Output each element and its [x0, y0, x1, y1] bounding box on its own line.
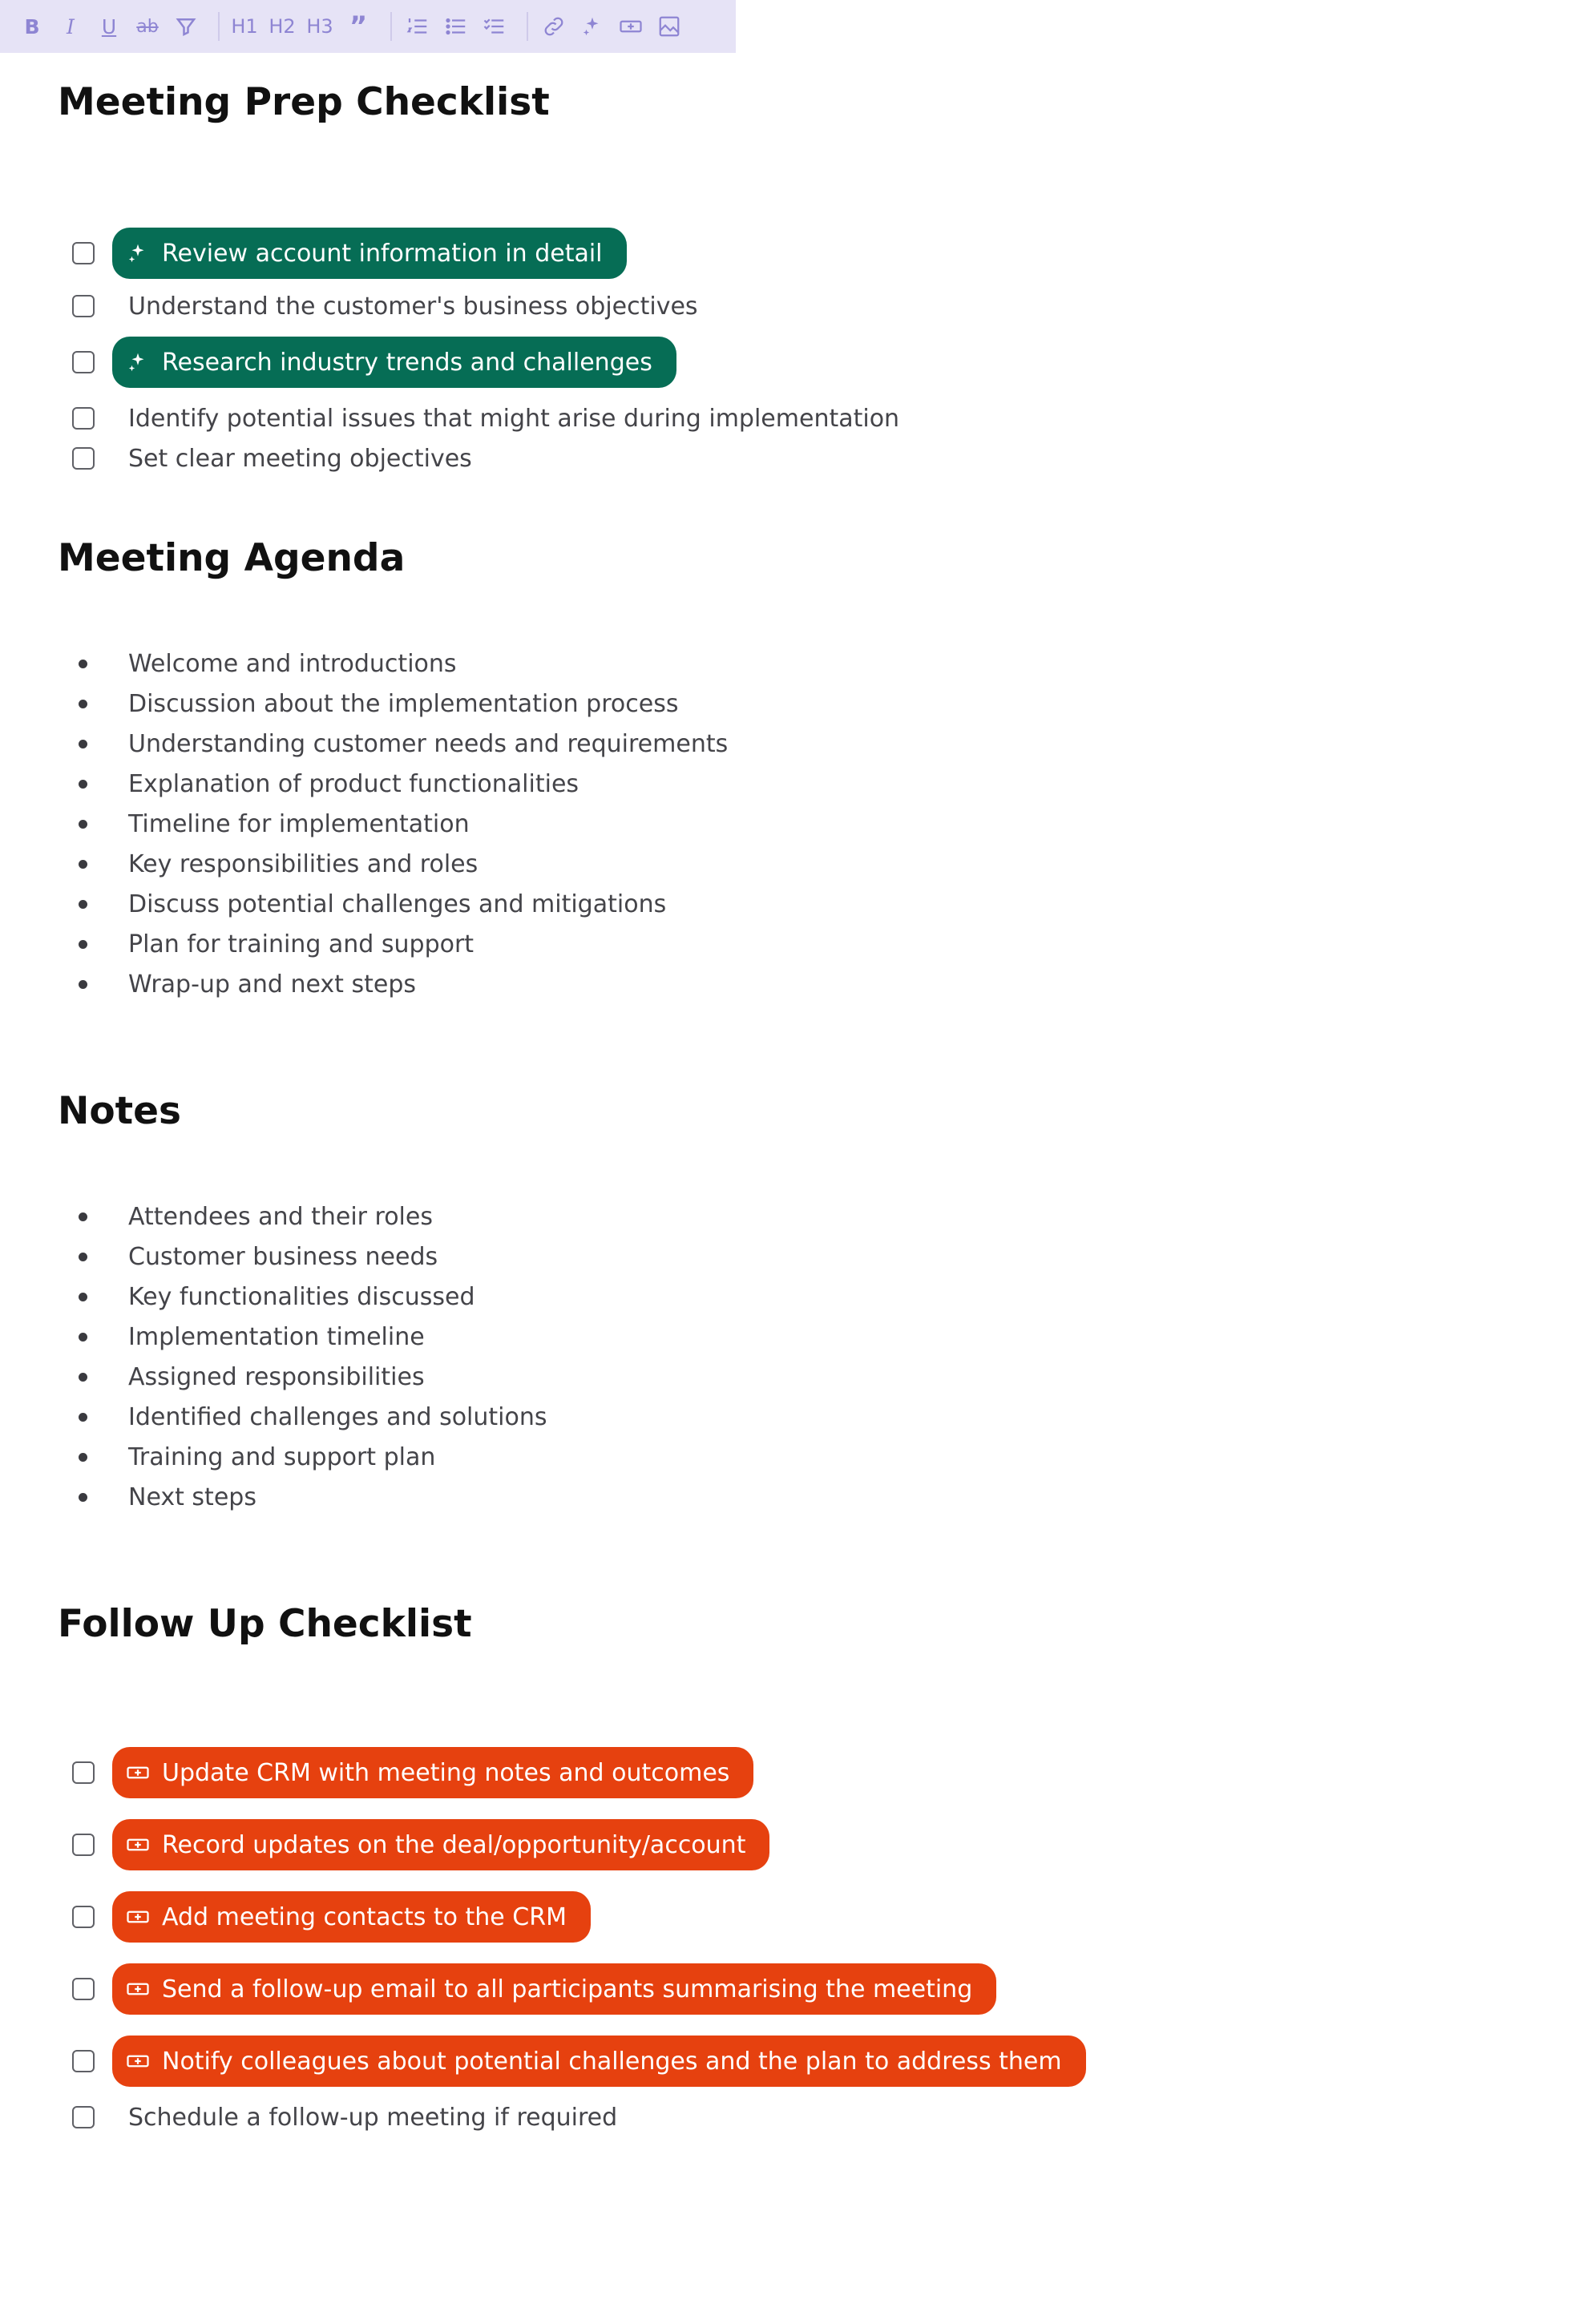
bullet-dot — [79, 900, 87, 909]
link-icon — [542, 14, 566, 38]
bulleted-list-button[interactable] — [442, 10, 470, 42]
checklist-item-text: Set clear meeting objectives — [128, 444, 472, 473]
heading-1-button[interactable]: H1 — [231, 15, 258, 38]
bullet-dot — [79, 1253, 87, 1261]
list-item-text: Key functionalities discussed — [128, 1282, 475, 1311]
heading-2-button[interactable]: H2 — [269, 15, 296, 38]
checklist-item-text: Record updates on the deal/opportunity/account — [162, 1830, 746, 1859]
checkbox[interactable] — [72, 407, 95, 430]
list-item-text: Timeline for implementation — [128, 809, 470, 838]
ai-action-pill[interactable] — [112, 337, 676, 388]
ai-sparkle-icon — [580, 14, 604, 38]
checkbox[interactable] — [72, 242, 95, 264]
checklist-item-text: Research industry trends and challenges — [162, 348, 652, 377]
list-item-text: Customer business needs — [128, 1242, 438, 1271]
image-icon — [657, 14, 681, 38]
checkbox[interactable] — [72, 1978, 95, 2000]
checklist-item-text: Review account information in detail — [162, 239, 603, 268]
button-block-icon — [125, 2048, 151, 2074]
checklist-item-text: Update CRM with meeting notes and outcomes — [162, 1758, 730, 1787]
list-item-text: Next steps — [128, 1483, 256, 1511]
section-heading-followup: Follow Up Checklist — [58, 1602, 472, 1646]
bullet-dot — [79, 740, 87, 748]
list-item-text: Explanation of product functionalities — [128, 769, 579, 798]
bullet-dot — [79, 1453, 87, 1462]
section-heading-prep: Meeting Prep Checklist — [58, 80, 550, 124]
bold-button[interactable]: B — [24, 14, 40, 38]
bullet-dot — [79, 1493, 87, 1502]
bullet-dot — [79, 660, 87, 668]
button-block-icon — [619, 14, 643, 38]
list-item-text: Key responsibilities and roles — [128, 849, 479, 878]
checklist-item-text: Notify colleagues about potential challenges and the plan to address them — [162, 2047, 1062, 2076]
strikethrough-button[interactable]: ab — [136, 16, 159, 37]
checkbox[interactable] — [72, 295, 95, 317]
ai-sparkle-icon — [125, 349, 151, 375]
bullet-dot — [79, 940, 87, 949]
list-item-text: Assigned responsibilities — [128, 1362, 425, 1391]
bullet-dot — [79, 1373, 87, 1382]
bullet-dot — [79, 980, 87, 989]
formatting-toolbar — [0, 0, 736, 53]
button-block-icon — [125, 1976, 151, 2002]
bullet-dot — [79, 1333, 87, 1342]
bulleted-list-icon — [444, 14, 468, 38]
checklist-icon — [483, 14, 507, 38]
list-item-text: Discuss potential challenges and mitigations — [128, 890, 667, 918]
image-button[interactable] — [655, 10, 684, 42]
checkbox[interactable] — [72, 1834, 95, 1856]
crm-action-pill[interactable] — [112, 1963, 996, 2015]
ai-sparkle-button[interactable] — [578, 10, 607, 42]
checklist-item-text: Identify potential issues that might arise during implementation — [128, 404, 900, 433]
button-block-icon — [125, 1904, 151, 1930]
link-button[interactable] — [539, 10, 568, 42]
italic-button[interactable]: I — [67, 14, 75, 38]
button-block-icon — [125, 1832, 151, 1858]
checklist-item-text: Add meeting contacts to the CRM — [162, 1902, 567, 1931]
checkbox[interactable] — [72, 351, 95, 373]
bullet-dot — [79, 1212, 87, 1221]
bullet-dot — [79, 820, 87, 829]
checklist-item-text: Understand the customer's business objectives — [128, 292, 698, 321]
checkbox[interactable] — [72, 447, 95, 470]
list-item-text: Plan for training and support — [128, 930, 474, 958]
crm-action-pill[interactable] — [112, 2036, 1086, 2087]
section-heading-agenda: Meeting Agenda — [58, 536, 406, 580]
checklist-item-text: Send a follow-up email to all participants summarising the meeting — [162, 1975, 973, 2003]
numbered-list-icon — [406, 14, 430, 38]
list-item-text: Identified challenges and solutions — [128, 1402, 547, 1431]
checkbox[interactable] — [72, 2050, 95, 2072]
checkbox[interactable] — [72, 2106, 95, 2128]
crm-action-pill[interactable] — [112, 1747, 753, 1798]
list-item-text: Understanding customer needs and requirements — [128, 729, 729, 758]
list-item-text: Wrap-up and next steps — [128, 970, 416, 999]
checkbox[interactable] — [72, 1761, 95, 1784]
quote-button[interactable]: ” — [349, 10, 368, 42]
ai-sparkle-icon — [125, 240, 151, 266]
list-item-text: Implementation timeline — [128, 1322, 425, 1351]
list-item-text: Welcome and introductions — [128, 649, 457, 678]
toolbar-divider — [527, 12, 528, 41]
toolbar-divider — [390, 12, 392, 41]
bullet-dot — [79, 860, 87, 869]
bullet-dot — [79, 1293, 87, 1301]
section-heading-notes: Notes — [58, 1089, 181, 1133]
numbered-list-button[interactable] — [403, 10, 432, 42]
checklist-item-text: Schedule a follow-up meeting if required — [128, 2103, 618, 2132]
bullet-dot — [79, 1413, 87, 1422]
list-item-text: Training and support plan — [128, 1442, 436, 1471]
checkbox[interactable] — [72, 1906, 95, 1928]
button-block-icon — [125, 1760, 151, 1785]
button-block-button[interactable] — [616, 10, 645, 42]
bullet-dot — [79, 700, 87, 708]
list-item-text: Attendees and their roles — [128, 1202, 433, 1231]
crm-action-pill[interactable] — [112, 1819, 769, 1870]
crm-action-pill[interactable] — [112, 1891, 591, 1943]
heading-3-button[interactable]: H3 — [306, 15, 333, 38]
list-item-text: Discussion about the implementation process — [128, 689, 679, 718]
bullet-dot — [79, 780, 87, 789]
ai-action-pill[interactable] — [112, 228, 627, 279]
underline-button[interactable]: U — [101, 14, 117, 38]
toolbar-divider — [218, 12, 220, 41]
highlight-button[interactable] — [172, 10, 200, 42]
checklist-button[interactable] — [480, 10, 509, 42]
highlight-icon — [174, 14, 198, 38]
